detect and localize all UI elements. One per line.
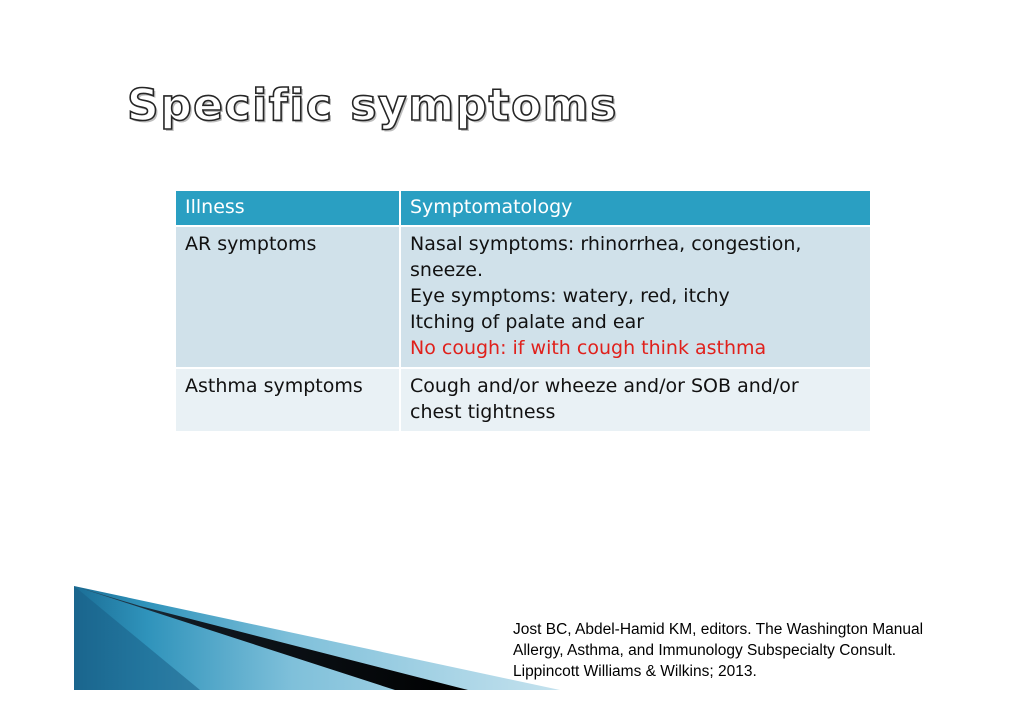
table-row [176, 368, 870, 432]
illness-cell: AR symptoms [176, 226, 400, 368]
column-header-symptomatology: Symptomatology [400, 191, 870, 226]
symptoms-table [176, 191, 870, 433]
symptom-line: chest tightness [410, 401, 556, 423]
symptom-line: Itching of palate and ear [410, 311, 645, 333]
symptom-line: Nasal symptoms: rhinorrhea, congestion, [410, 233, 802, 255]
symptom-line-highlight: No cough: if with cough think asthma [410, 337, 767, 359]
symptom-line: Eye symptoms: watery, red, itchy [410, 285, 730, 307]
symptomatology-cell [400, 226, 870, 368]
slide-title: Specific symptoms [127, 80, 618, 131]
symptom-line: sneeze. [410, 259, 484, 281]
illness-cell: Asthma symptoms [176, 368, 400, 432]
symptom-line: Cough and/or wheeze and/or SOB and/or [410, 375, 799, 397]
column-header-illness: Illness [176, 191, 400, 226]
citation-text: Jost BC, Abdel-Hamid KM, editors. The Washington Manual Allergy, Asthma, and Immunology Subspecialty Consult. Lippincott Williams & Wilkins; 2013. [513, 621, 924, 680]
table-header-row [176, 191, 870, 226]
symptomatology-cell [400, 368, 870, 432]
decorative-swoosh [0, 580, 600, 692]
table-row [176, 226, 870, 368]
